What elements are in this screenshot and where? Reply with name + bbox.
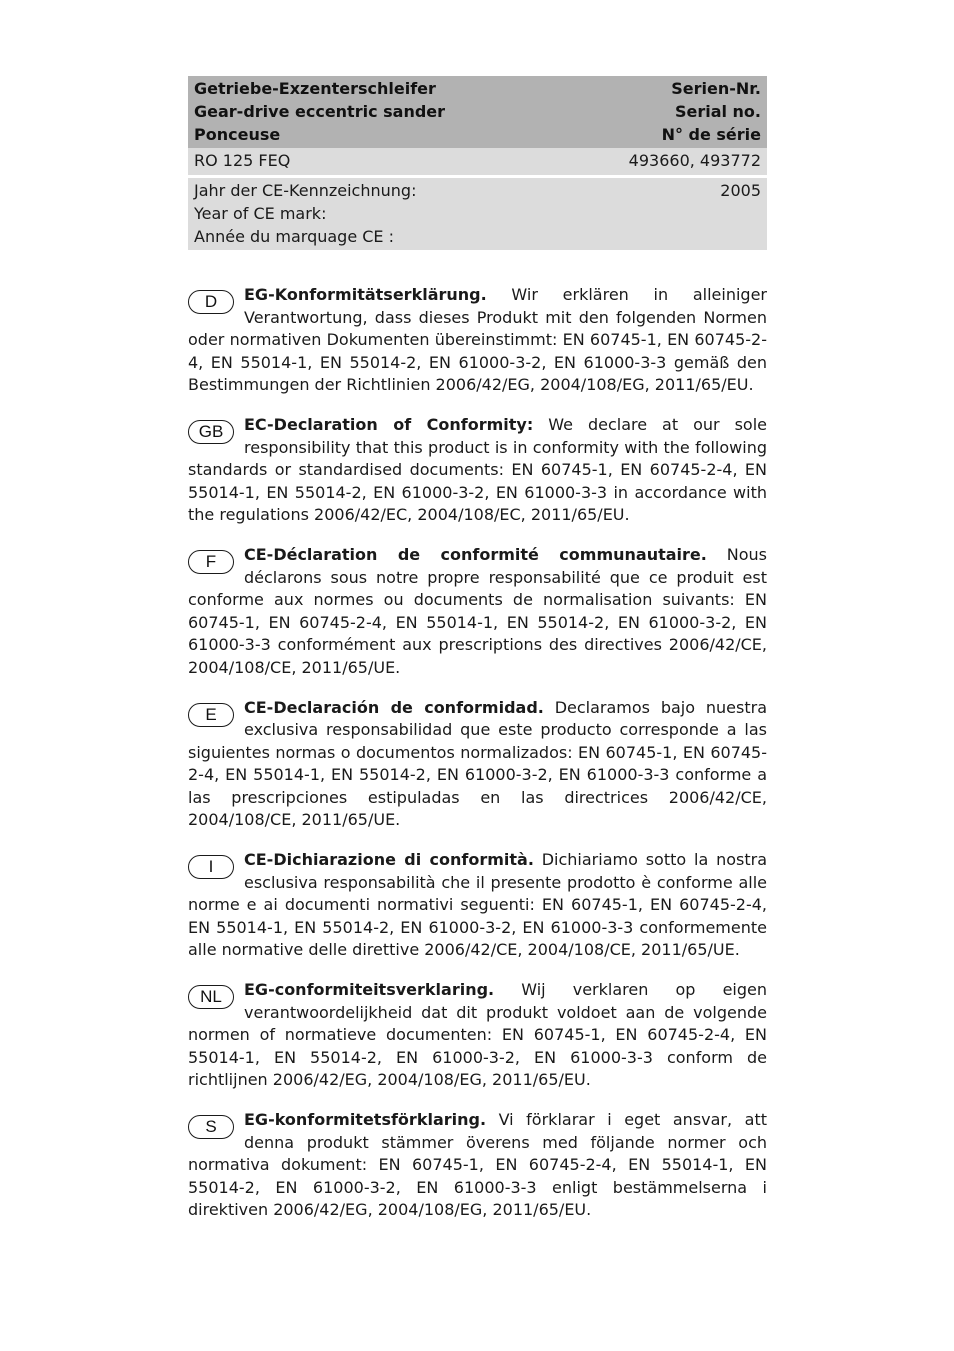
table-row-model bbox=[188, 148, 767, 177]
language-badge-f: F bbox=[188, 550, 234, 574]
product-name-de: Getriebe-Exzenterschleifer bbox=[194, 79, 436, 98]
language-badge-nl: NL bbox=[188, 985, 234, 1009]
language-badge-gb: GB bbox=[188, 420, 234, 444]
language-badge-e: E bbox=[188, 703, 234, 727]
product-name-en: Gear-drive eccentric sander bbox=[194, 102, 446, 121]
declaration-f bbox=[188, 544, 767, 680]
serial-label-de: Serien-Nr. bbox=[671, 79, 761, 98]
page-content bbox=[188, 76, 767, 1239]
declaration-title: EC-Declaration of Conformity: bbox=[244, 414, 534, 434]
declaration-title: EG-conformiteitsverklaring. bbox=[244, 980, 495, 1000]
declaration-s bbox=[188, 1109, 767, 1222]
table-row-year bbox=[188, 177, 767, 251]
product-name-fr: Ponceuse bbox=[194, 125, 281, 144]
year-label-de: Jahr der CE-Kennzeichnung: bbox=[194, 181, 417, 200]
year-label-en: Year of CE mark: bbox=[194, 204, 327, 223]
declaration-nl bbox=[188, 979, 767, 1092]
serials-cell: 493660, 493772 bbox=[562, 148, 767, 177]
table-header-row bbox=[188, 76, 767, 148]
serial-label-en: Serial no. bbox=[674, 102, 761, 121]
year-label-fr: Année du marquage CE : bbox=[194, 227, 395, 246]
declaration-title: CE-Déclaration de conformité communautaire. bbox=[244, 544, 707, 564]
declaration-title: EG-konformitetsförklaring. bbox=[244, 1110, 487, 1129]
declaration-i bbox=[188, 849, 767, 962]
declaration-title: CE-Declaración de conformidad. bbox=[244, 697, 544, 717]
product-name-header bbox=[188, 76, 562, 148]
model-cell: RO 125 FEQ bbox=[188, 148, 562, 177]
declaration-text: Declaramos bajo nuestra exclusiva responsabilidad que este producto corresponde a las siguientes normas o documentos normalizados: EN 60745-1, EN 60745-2-4, EN 55014-1, EN 55014-2, EN 61000-3-2, EN 61000-3-3 conforme a las prescripciones estipuladas en las directrices 2006/42/CE, 2004/108/CE, 2011/65/UE. bbox=[188, 697, 768, 830]
declaration-de bbox=[188, 284, 767, 397]
year-label-cell bbox=[188, 177, 562, 251]
language-badge-i: I bbox=[188, 855, 234, 879]
declaration-text: We declare at our sole responsibility that this product is in conformity with the following standards or standardised documents: EN 60745-1, EN 60745-2-4, EN 55014-1, EN 55014-2, EN 61000-3-2, EN 61000-3-3 in accordance with the regulations 2006/42/EC, 2004/108/EC, 2011/65/EU. bbox=[188, 414, 767, 525]
serial-header bbox=[562, 76, 767, 148]
declaration-text: Vi förklarar i eget ansvar, att denna produkt stämmer överens med följande normer och normativa dokument: EN 60745-1, EN 60745-2-4, EN 55014-1, EN 55014-2, EN 61000-3-2, EN 61000-3-3 enligt bestämmelserna i direktiven 2006/42/EG, 2004/108/EG, 2011/65/EU. bbox=[188, 1110, 767, 1220]
declaration-gb bbox=[188, 414, 767, 527]
declaration-e bbox=[188, 697, 767, 833]
declaration-title: EG-Konformitätserklärung. bbox=[244, 285, 487, 304]
declarations bbox=[188, 284, 767, 1222]
declaration-text: Dichiariamo sotto la nostra esclusiva responsabilità che il presente prodotto è conforme alle norme e ai documenti normativi seguenti: EN 60745-1, EN 60745-2-4, EN 55014-1, EN 55014-2, EN 61000-3-2, EN 61000-3-3 conformemente alle normative delle direttive 2006/42/CE, 2004/108/CE, 2011/65/UE. bbox=[188, 850, 767, 960]
language-badge-de: D bbox=[188, 290, 234, 314]
serial-label-fr: N° de série bbox=[661, 125, 761, 144]
language-badge-s: S bbox=[188, 1115, 234, 1139]
declaration-text: Nous déclarons sous notre propre responsabilité que ce produit est conforme aux normes ou documents de normalisation suivants: EN 60745-1, EN 60745-2-4, EN 55014-1, EN 55014-2, EN 61000-3-2, EN 61000-3-3 conformément aux prescriptions des directives 2006/42/CE, 2004/108/CE, 2011/65/UE. bbox=[188, 544, 767, 677]
product-table bbox=[188, 76, 767, 250]
declaration-text: Wir erklären in alleiniger Verantwortung, dass dieses Produkt mit den folgenden Normen oder normativen Dokumenten übereinstimmt: EN 60745-1, EN 60745-2-4, EN 55014-1, EN 55014-2, EN 61000-3-2, EN 61000-3-3 gemäß den Bestimmungen der Richtlinien 2006/42/EG, 2004/108/EG, 2011/65/EU. bbox=[188, 285, 767, 395]
declaration-title: CE-Dichiarazione di conformità. bbox=[244, 850, 534, 870]
year-cell: 2005 bbox=[562, 177, 767, 251]
declaration-text: Wij verklaren op eigen verantwoordelijkheid dat dit produkt voldoet aan de volgende normen of normatieve documenten: EN 60745-1, EN 60745-2-4, EN 55014-1, EN 55014-2, EN 61000-3-2, EN 61000-3-3 conform de richtlijnen 2006/42/EG, 2004/108/EG, 2011/65/EU. bbox=[188, 980, 767, 1090]
